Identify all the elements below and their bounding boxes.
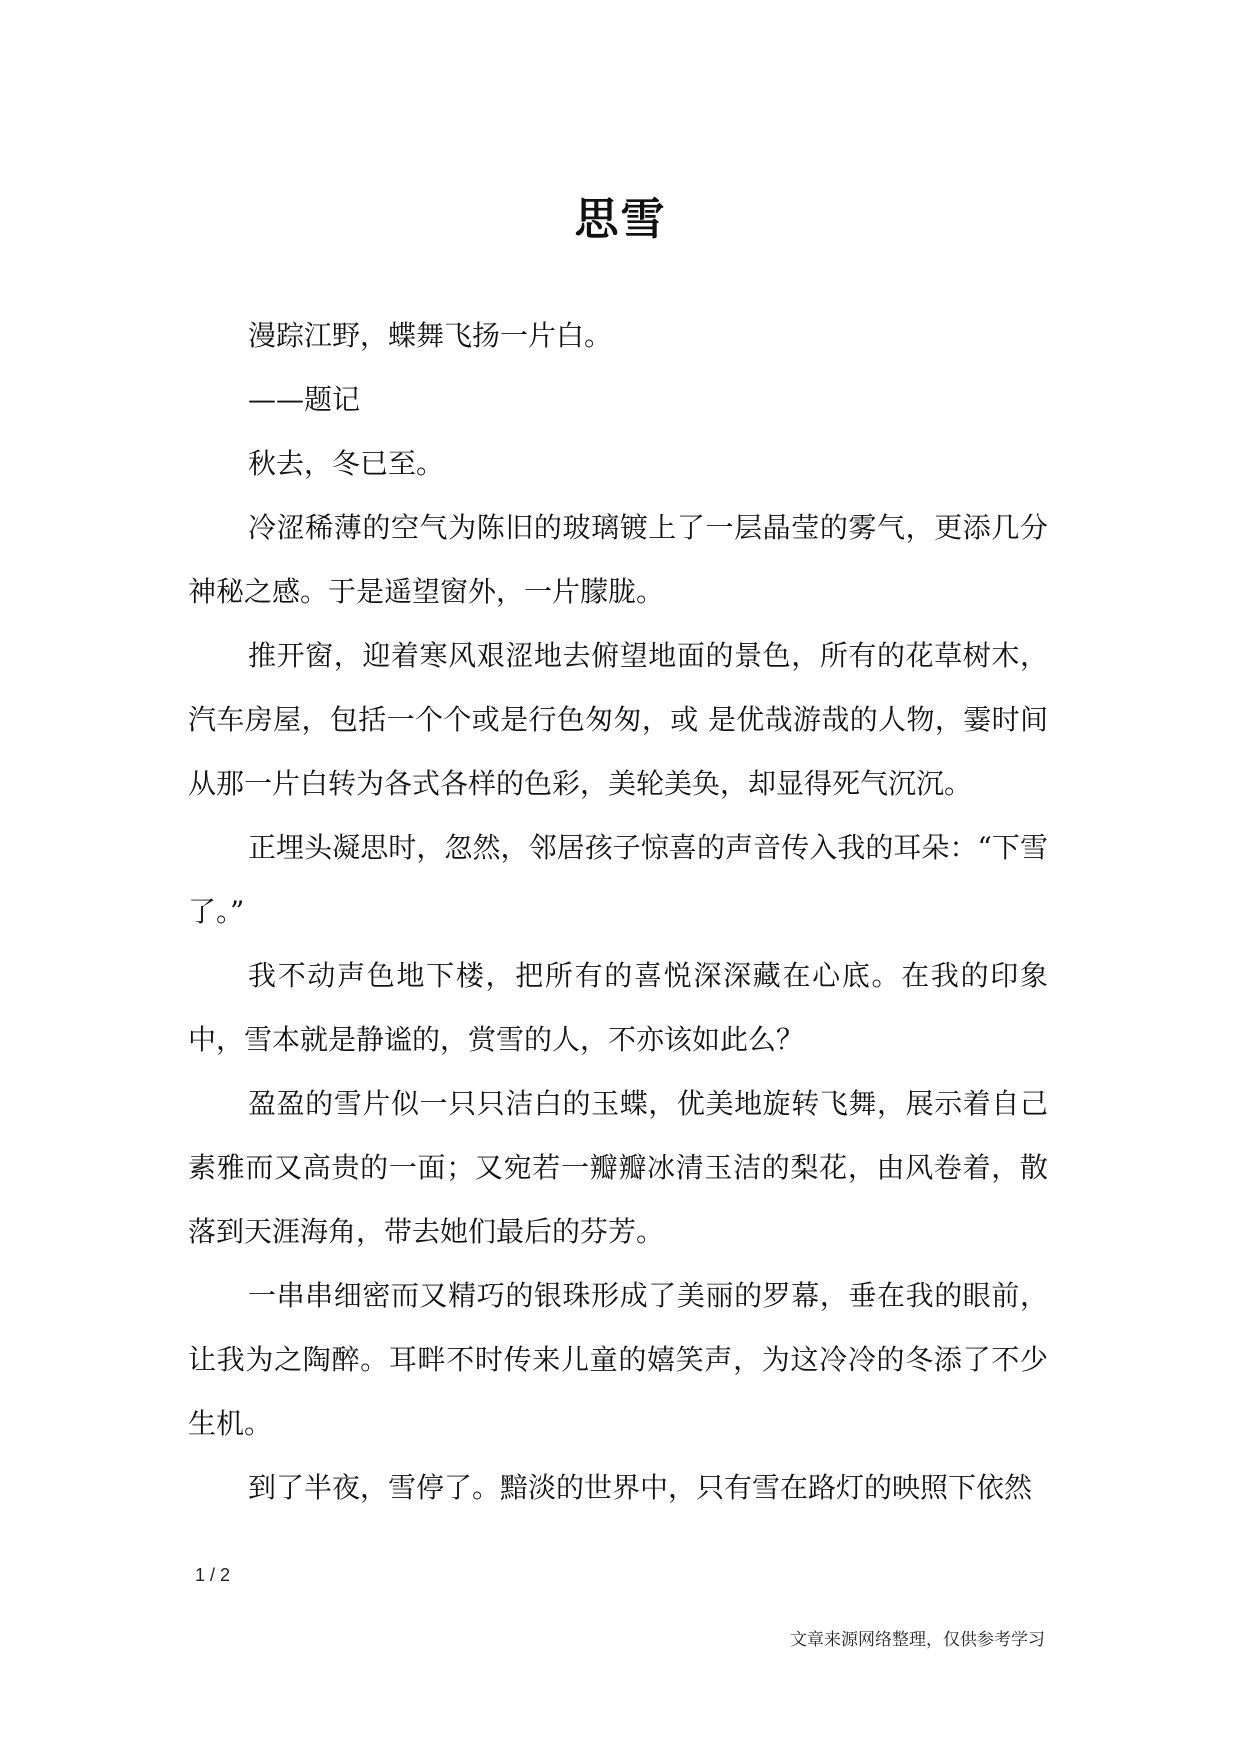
body-paragraph: 正埋头凝思时，忽然，邻居孩子惊喜的声音传入我的耳朵：“下雪了。” — [188, 831, 1048, 928]
body-paragraph: 一串串细密而又精巧的银珠形成了美丽的罗幕，垂在我的眼前，让我为之陶醉。耳畔不时传来儿童的嬉笑声，为这冷冷的冬添了不少生机。 — [188, 1279, 1048, 1440]
body-paragraph: 我不动声色地下楼，把所有的喜悦深深藏在心底。在我的印象中，雪本就是静谧的，赏雪的人，不亦该如此么？ — [188, 959, 1048, 1056]
body-paragraph: 冷涩稀薄的空气为陈旧的玻璃镀上了一层晶莹的雾气，更添几分神秘之感。于是遥望窗外，一片朦胧。 — [188, 511, 1048, 608]
epigraph-line: 漫踪江野，蝶舞飞扬一片白。 — [248, 319, 613, 352]
body-paragraph: 秋去，冬已至。 — [248, 447, 445, 480]
body-paragraph: 到了半夜，雪停了。黯淡的世界中，只有雪在路灯的映照下依然 — [248, 1471, 1033, 1504]
document-body — [188, 304, 1048, 1520]
body-paragraph: 盈盈的雪片似一只只洁白的玉蝶，优美地旋转飞舞，展示着自己素雅而又高贵的一面；又宛若一瓣瓣冰清玉洁的梨花，由风卷着，散落到天涯海角，带去她们最后的芬芳。 — [188, 1087, 1048, 1248]
body-paragraph: 推开窗，迎着寒风艰涩地去俯望地面的景色，所有的花草树木，汽车房屋，包括一个个或是行色匆匆，或 是优哉游哉的人物，霎时间从那一片白转为各式各样的色彩，美轮美奂，却显得死气沉沉。 — [188, 639, 1048, 800]
page-number: 1 / 2 — [195, 1565, 231, 1585]
epigraph-attribution: ——题记 — [248, 383, 361, 416]
document-title: 思雪 — [574, 194, 667, 245]
footer-note: 文章来源网络整理，仅供参考学习 — [790, 1630, 1045, 1650]
